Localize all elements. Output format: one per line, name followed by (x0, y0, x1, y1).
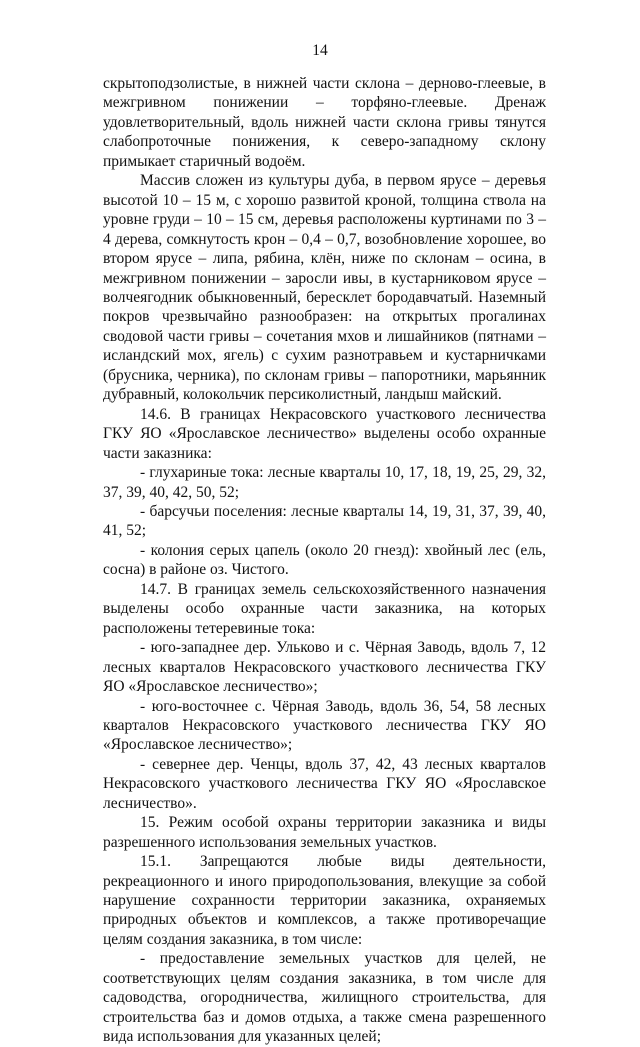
list-item-badger-setts: - барсучьи поселения: лесные кварталы 14, 19, 31, 37, 39, 40, 41, 52; (103, 502, 546, 540)
list-item-heron-colony: - колония серых цапель (около 20 гнезд): хвойный лес (ель, сосна) в районе оз. Чистого. (103, 541, 546, 579)
list-item-chernaya-zavod: - юго-восточнее с. Чёрная Заводь, вдоль 36, 54, 58 лесных кварталов Некрасовского участкового лесничества ГКУ ЯО «Ярославское лесничество»; (103, 697, 546, 754)
list-item-ulkovo: - юго-западнее дер. Ульково и с. Чёрная Заводь, вдоль 7, 12 лесных кварталов Некрасовского участкового лесничества ГКУ ЯО «Ярославское лесничество»; (103, 639, 546, 696)
list-item-chentsy: - севернее дер. Ченцы, вдоль 37, 42, 43 лесных кварталов Некрасовского участкового лесничества ГКУ ЯО «Ярославское лесничество». (103, 755, 546, 812)
page-number: 14 (312, 42, 328, 59)
document-body (103, 74, 546, 1047)
list-item-capercaillie-leks: - глухариные тока: лесные кварталы 10, 17, 18, 19, 25, 29, 32, 37, 39, 40, 42, 50, 52; (103, 464, 546, 501)
paragraph-15-1: 15.1. Запрещаются любые виды деятельности, рекреационного и иного природопользования, влекущие за собой нарушение сохранности территории заказника, охраняемых природных объектов и комплексов, а также противоречащие целям создания заказника, в том числе: (103, 853, 546, 948)
paragraph-14-6: 14.6. В границах Некрасовского участкового лесничества ГКУ ЯО «Ярославское лесничество» выделены особо охранные части заказника: (103, 405, 546, 462)
paragraph-15: 15. Режим особой охраны территории заказника и виды разрешенного использования земельных участков. (103, 814, 546, 851)
paragraph-oak-massif: Массив сложен из культуры дуба, в первом ярусе – деревья высотой 10 – 15 м, с хорошо развитой кроной, толщина ствола на уровне груди – 10 – 15 см, деревья расположены куртинами по 3 – 4 дерева, сомкнутость крон – 0,4 – 0,7, возобновление хорошее, во втором ярусе – липа, рябина, клён, ниже по склонам – осина, в межгривном понижении – заросли ивы, в кустарниковом ярусе – волчеягодник обыкновенный, бересклет бородавчатый. Наземный покров чрезвычайно разнообразен: на открытых прогалинах сводовой части гривы – сочетания мхов и лишайников (пятнами – исландский мох, ягель) с сухим разнотравьем и кустарничками (брусника, черника), по склонам гривы – папоротники, марьянник дубравный, колокольчик персиколистный, ландыш майский. (103, 172, 546, 404)
list-item-land-allocation: - предоставление земельных участков для целей, не соответствующих целям создания заказника, в том числе для садоводства, огородничества, жилищного строительства, для строительства баз и домов отдыха, а также смена разрешенного вида использования для указанных целей; (103, 950, 546, 1046)
paragraph-soils: скрытоподзолистые, в нижней части склона – дерново-глеевые, в межгривном понижении – торфяно-глеевые. Дренаж удовлетворительный, вдоль нижней части склона гривы тянутся слабопроточные понижения, к северо-западному склону примыкает старичный водоём. (103, 75, 546, 170)
paragraph-14-7: 14.7. В границах земель сельскохозяйственного назначения выделены особо охранные части заказника, на которых расположены тетеревиные тока: (103, 580, 546, 637)
